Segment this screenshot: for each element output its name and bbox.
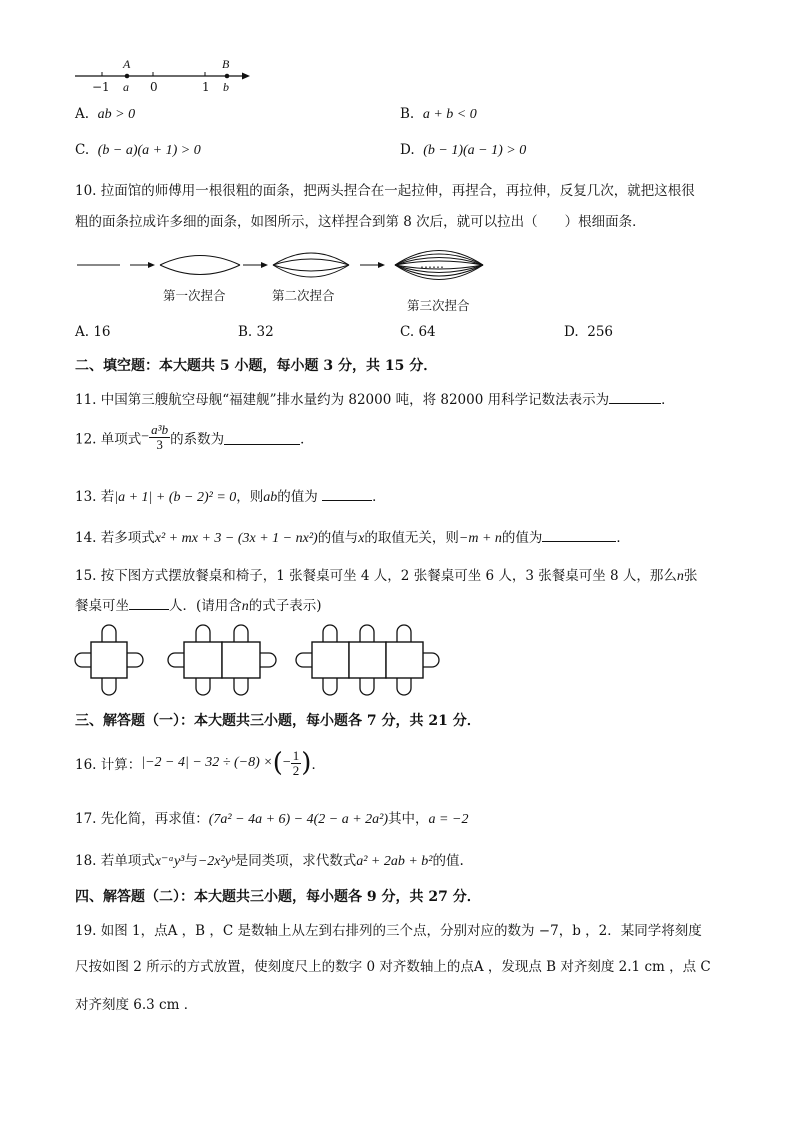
q14-end: ． [616,530,630,546]
option-expr: a + b < 0 [422,107,477,122]
q15-line2-suffix: 人．(请用含 [169,598,242,614]
q18-end: 的值. [432,853,464,869]
point-a-label: A [123,57,131,71]
q11-text: 11. 中国第三艘航空母舰“福建舰”排水量约为 82000 吨，将 82000 用科学记数法表示为 [75,392,610,408]
q16-fraction [291,749,302,778]
q17-prefix: 17. 先化简，再求值： [75,811,209,827]
q13-end: ． [372,489,386,505]
right-paren: ) [301,748,312,778]
tables-chairs-figure [74,624,444,696]
option-letter: C. [400,324,415,340]
q16-prefix: 16. 计算： [75,757,142,773]
q15-line2-var: n [241,599,249,614]
q13 [75,485,386,506]
q13-suffix2: 的值为 [277,489,318,505]
minus-sign: − [282,755,291,770]
q10-option-a [75,324,111,340]
q13-expr: |a + 1| + (b − 2)² = 0 [114,490,237,505]
q17-condition: a = −2 [428,812,469,827]
q12-suffix: 的系数为 [170,431,225,448]
option-value: 32 [256,324,274,340]
q18-expression: a² + 2ab + b² [356,854,433,869]
ellipsis: …… [420,257,444,271]
q15-line1-end: 张 [683,568,698,584]
q17-expr: (7a² − 4a + 6) − 4(2 − a + 2a²) [208,812,389,827]
answer-blank[interactable] [322,487,372,501]
q19-line1: 19. 如图 1，点A ，B ，C 是数轴上从左到右排列的三个点，分别对应的数为 −7，b ，2．某同学将刻度 [75,923,702,939]
q14-mid: 的值与 [317,530,359,546]
section-2-heading: 二、填空题：本大题共 5 小题，每小题 3 分，共 15 分． [75,358,438,374]
q14-expr: x² + mx + 3 − (3x + 1 − nx²) [154,531,318,546]
q14-var: x [358,531,365,546]
q14-mid2: 的取值无关，则 [364,530,459,546]
q16-expr: |−2 − 4| − 32 ÷ (−8) × [141,755,273,770]
caption-third-fold: 第三次捏合 [407,298,470,313]
q15-line2-prefix: 餐桌可坐 [75,598,129,614]
noodle-folding-figure [75,238,535,288]
tick-label-a: a [123,80,129,94]
q10-line2: 粗的面条拉成许多细的面条，如图所示，这样捏合到第 8 次后，就可以拉出（ ）根细面条． [75,214,646,230]
q15-var: n [676,569,684,584]
fraction-denominator: 3 [156,437,163,452]
option-letter: D. [400,142,415,158]
q10-option-b [238,324,274,340]
option-value: 256 [587,324,614,340]
q18-monomial-2: −2x²yᵇ [197,854,235,869]
q14-expr2: −m + n [458,531,502,546]
option-expr: ab > 0 [97,107,136,122]
q13-suffix: ，则 [236,489,264,505]
option-expr: (b − a)(a + 1) > 0 [97,143,201,158]
answer-blank[interactable] [224,431,300,445]
q18 [75,849,464,870]
answer-blank[interactable] [542,528,616,542]
q12 [75,423,314,452]
q12-fraction [149,423,170,452]
q18-prefix: 18. 若单项式 [75,853,155,869]
tick-label-1: 1 [202,80,210,94]
section-4-heading: 四、解答题（二）：本大题共三小题，每小题各 9 分，共 27 分． [75,889,481,905]
option-letter: B. [238,324,253,340]
q12-prefix: 12. 单项式 [75,431,142,448]
q19-line3: 对齐刻度 6.3 cm ． [75,997,198,1013]
option-letter: A. [75,106,90,122]
option-letter: C. [75,142,90,158]
q19-line2: 尺按如图 2 所示的方式放置，使刻度尺上的数字 0 对齐数轴上的点A ，发现点 B 对齐刻度 2.1 cm ，点 C [75,959,711,975]
q16-end: ． [311,757,325,773]
q18-suffix: 是同类项，求代数式 [234,853,357,869]
q9-option-a [75,106,135,123]
q15-line2-end: 的式子表示) [248,598,322,614]
q15-line2 [75,594,322,615]
q10-line1: 10. 拉面馆的师傅用一根很粗的面条，把两头捏合在一起拉伸，再捏合，再拉伸，反复几次，就把这根很 [75,183,695,199]
q14 [75,526,630,547]
q16 [75,748,325,778]
caption-second-fold: 第二次捏合 [272,288,335,303]
q10-option-d [564,324,613,340]
q11 [75,388,675,408]
option-value: 64 [418,324,436,340]
q14-suffix: 的值为 [501,530,543,546]
q18-monomial-1: x⁻ᵃy³ [154,854,185,869]
q14-prefix: 14. 若多项式 [75,530,155,546]
q9-option-d [400,142,526,159]
q13-var: ab [263,490,278,505]
section-3-heading: 三、解答题（一）：本大题共三小题，每小题各 7 分，共 21 分． [75,713,481,729]
q9-option-c [75,142,201,159]
answer-blank[interactable] [609,390,661,404]
q9-option-b [400,106,477,123]
left-paren: ( [272,748,283,778]
q17-mid: 其中， [388,811,429,827]
option-letter: B. [400,106,415,122]
tick-label-0: 0 [150,80,158,94]
fraction-denominator: 2 [292,762,300,778]
fraction-numerator: 1 [292,747,300,763]
q15-line1 [75,564,697,585]
tick-label-neg1: −1 [92,80,110,94]
option-expr: (b − 1)(a − 1) > 0 [423,143,527,158]
fraction-numerator: a³b [151,422,169,437]
q17 [75,807,468,828]
q10-option-c [400,324,436,340]
q13-prefix: 13. 若 [75,489,115,505]
point-b-label: B [222,57,230,71]
q12-end: ． [300,431,314,448]
answer-blank[interactable] [129,596,169,610]
option-value: 16 [93,324,111,340]
q11-end: ． [661,392,675,408]
q12-sign: − [141,429,150,445]
q15-text: 15. 按下图方式摆放餐桌和椅子，1 张餐桌可坐 4 人，2 张餐桌可坐 6 人，3 张餐桌可坐 8 人，那么 [75,568,677,584]
tick-label-b: b [223,80,229,94]
q18-mid: 与 [184,853,198,869]
option-letter: A. [75,324,90,340]
option-letter: D. [564,324,579,340]
caption-first-fold: 第一次捏合 [163,288,226,303]
